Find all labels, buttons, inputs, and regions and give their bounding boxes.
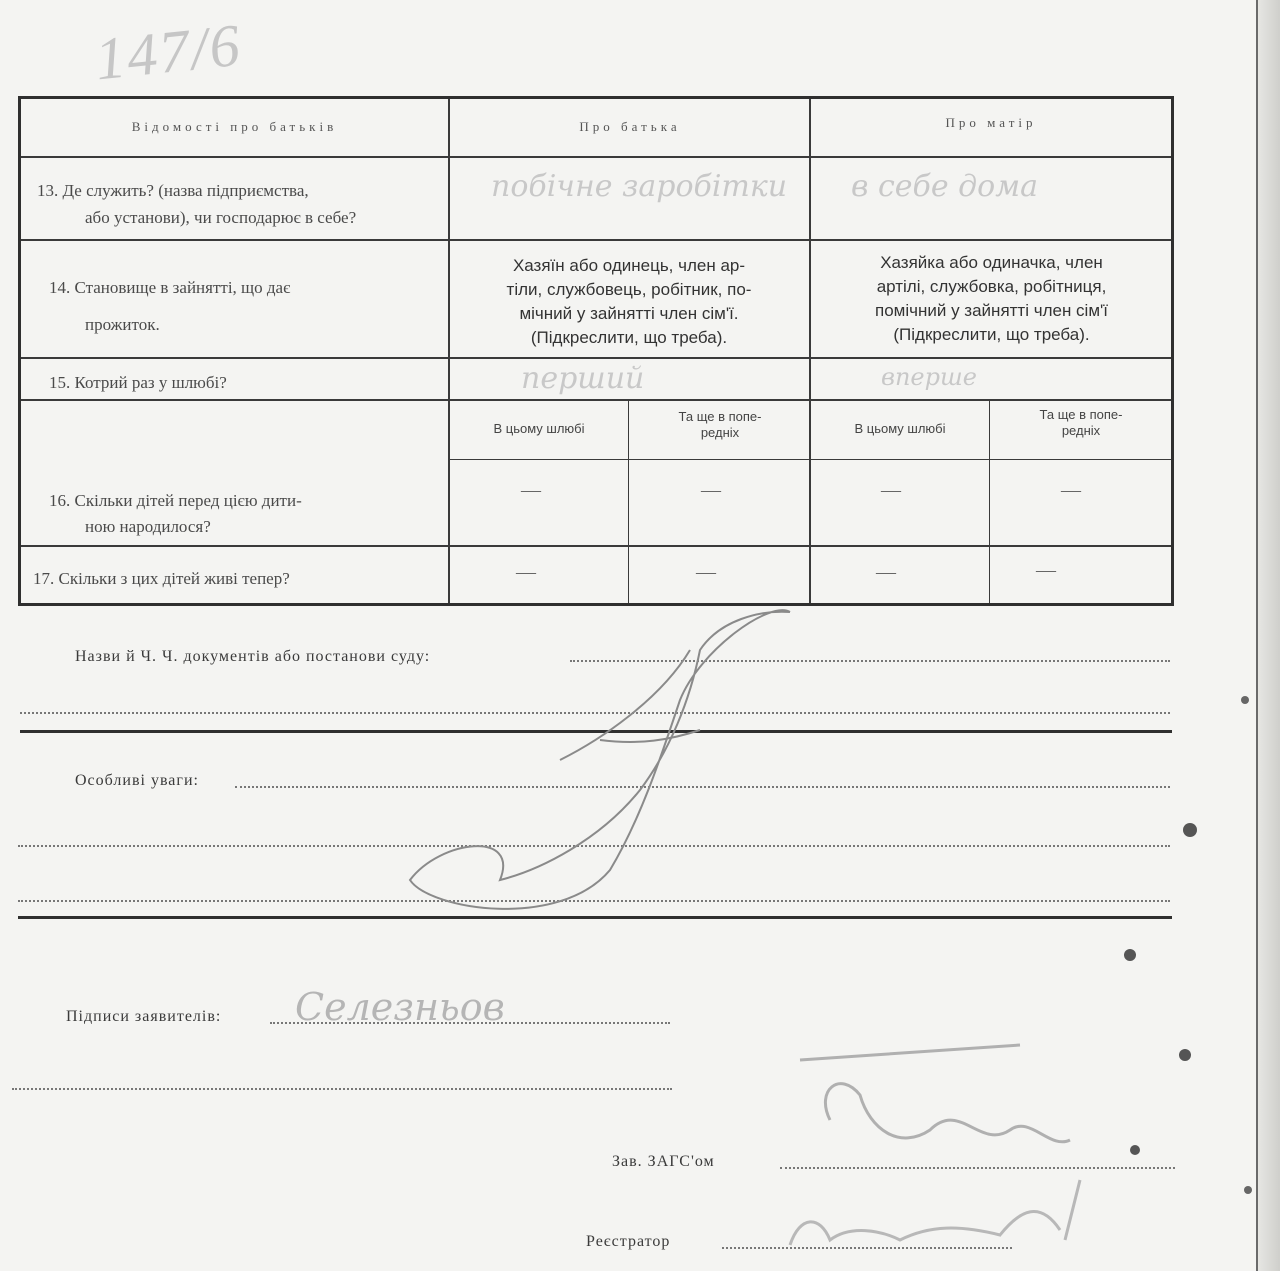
q14-mother-option-line: помічний у зайнятті член сім'ї — [875, 301, 1108, 320]
header-mother: Про матір — [945, 115, 1037, 130]
punch-hole — [1183, 823, 1197, 837]
punch-hole — [1244, 1186, 1252, 1194]
q14-father-option-line: мічний у зайнятті член сім'ї. — [519, 304, 739, 323]
q15-label: 15. Котрий раз у шлюбі? — [49, 373, 227, 392]
q16-value: — — [881, 479, 901, 501]
q17-value: — — [696, 561, 716, 583]
q17-value: — — [1036, 559, 1056, 581]
q16-value: — — [701, 479, 721, 501]
q16-mother-this-marriage: В цьому шлюбі — [854, 421, 946, 436]
notes-label: Особливі уваги: — [75, 772, 199, 789]
sub-head-line: редніх — [1061, 423, 1101, 438]
q14-label-line1: 14. Становище в зайнятті, що дає — [49, 278, 291, 297]
cancellation-scribble — [410, 610, 790, 909]
q15-father-handwriting: перший — [521, 361, 645, 396]
signatures-label: Підписи заявителів: — [66, 1008, 222, 1025]
q16-father-this-marriage: В цьому шлюбі — [493, 421, 585, 436]
q17-value: — — [876, 561, 896, 583]
q17-value: — — [516, 561, 536, 583]
q13-label-line1: 13. Де служить? (назва підприємства, — [37, 181, 309, 200]
q17-label: 17. Скільки з цих дітей живі тепер? — [33, 569, 290, 588]
head-signature — [800, 1045, 1070, 1142]
applicant-signature: Селезньов — [295, 985, 505, 1029]
header-parents-info: Відомості про батьків — [131, 119, 338, 134]
q13-label-line2: або установи), чи господарює в себе? — [85, 208, 357, 227]
documents-label: Назви й Ч. Ч. документів або постанови суду: — [75, 648, 431, 665]
registrar-signature — [790, 1180, 1080, 1245]
sub-head-line: Та ще в попе- — [1039, 407, 1123, 422]
registrar-label: Реєстратор — [586, 1233, 671, 1250]
punch-hole — [1124, 949, 1136, 961]
q14-label-line2: прожиток. — [85, 315, 160, 334]
head-of-registry-label: Зав. ЗАГС'ом — [612, 1153, 715, 1170]
q15-mother-handwriting: вперше — [881, 363, 977, 391]
q14-father-option-line: Хазяїн або одинець, член ар- — [512, 256, 746, 275]
q16-label-line2: ною народилося? — [85, 517, 211, 536]
q16-value: — — [521, 479, 541, 501]
q13-mother-handwriting: в себе дома — [851, 169, 1038, 204]
q13-father-handwriting: побічне заробітки — [491, 169, 788, 204]
header-father: Про батька — [579, 119, 681, 134]
q16-label-line1: 16. Скільки дітей перед цією дити- — [49, 491, 302, 510]
q14-mother-option-line: артілі, службовка, робітниця, — [876, 277, 1107, 296]
punch-hole — [1179, 1049, 1191, 1061]
q14-mother-option-line: Хазяйка або одиначка, член — [880, 253, 1103, 272]
q16-value: — — [1061, 479, 1081, 501]
q14-mother-option-line: (Підкреслити, що треба). — [893, 325, 1090, 344]
punch-hole — [1241, 696, 1249, 704]
pencil-archive-number: 147/6 — [91, 11, 245, 93]
punch-hole — [1130, 1145, 1140, 1155]
q14-father-option-line: (Підкреслити, що треба). — [530, 328, 728, 347]
sub-head-line: Та ще в попе- — [678, 409, 762, 424]
sub-head-line: редніх — [700, 425, 740, 440]
q14-father-option-line: тіли, службовець, робітник, по- — [506, 280, 752, 299]
